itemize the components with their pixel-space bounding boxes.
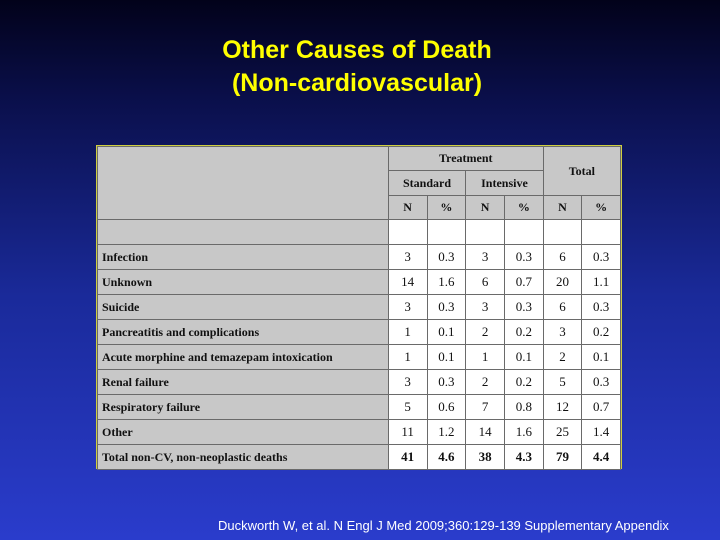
total-pct: 0.2 xyxy=(582,320,621,345)
standard-pct: 0.3 xyxy=(427,295,466,320)
spacer-cell xyxy=(388,220,427,245)
row-label: Infection xyxy=(98,245,389,270)
causes-of-death-table xyxy=(96,145,622,469)
intensive-pct: 0.3 xyxy=(504,295,543,320)
spacer-row xyxy=(98,220,621,245)
total-row-label: Total non-CV, non-neoplastic deaths xyxy=(98,445,389,470)
standard-n: 11 xyxy=(388,420,427,445)
standard-pct: 1.6 xyxy=(427,270,466,295)
table-row xyxy=(98,370,621,395)
total-n: 5 xyxy=(543,370,582,395)
intensive-header: Intensive xyxy=(466,171,543,196)
standard-n: 3 xyxy=(388,245,427,270)
row-label: Pancreatitis and complications xyxy=(98,320,389,345)
total-pct: 0.3 xyxy=(582,295,621,320)
standard-pct: 1.2 xyxy=(427,420,466,445)
standard-n: 1 xyxy=(388,345,427,370)
intensive-pct: 0.2 xyxy=(504,320,543,345)
total-n: 12 xyxy=(543,395,582,420)
spacer-cell xyxy=(427,220,466,245)
standard-n: 1 xyxy=(388,320,427,345)
row-label: Other xyxy=(98,420,389,445)
intensive-pct: 0.8 xyxy=(504,395,543,420)
intensive-pct-header: % xyxy=(504,196,543,220)
spacer-cell xyxy=(466,220,505,245)
standard-pct: 0.1 xyxy=(427,320,466,345)
total-n: 20 xyxy=(543,270,582,295)
standard-pct: 0.6 xyxy=(427,395,466,420)
total-pct: 0.1 xyxy=(582,345,621,370)
total-standard-pct: 4.6 xyxy=(427,445,466,470)
spacer-label-cell xyxy=(98,220,389,245)
intensive-n: 2 xyxy=(466,370,505,395)
spacer-cell xyxy=(504,220,543,245)
slide-title-line1: Other Causes of Death xyxy=(222,36,492,64)
standard-n: 3 xyxy=(388,370,427,395)
standard-pct: 0.3 xyxy=(427,245,466,270)
total-standard-n: 41 xyxy=(388,445,427,470)
intensive-n: 14 xyxy=(466,420,505,445)
table-row xyxy=(98,345,621,370)
treatment-header: Treatment xyxy=(388,147,543,171)
slide-title-line2: (Non-cardiovascular) xyxy=(231,69,483,97)
spacer-cell xyxy=(582,220,621,245)
row-label: Renal failure xyxy=(98,370,389,395)
total-row xyxy=(98,445,621,470)
table-row xyxy=(98,270,621,295)
intensive-n: 3 xyxy=(466,295,505,320)
standard-n-header: N xyxy=(388,196,427,220)
total-n: 6 xyxy=(543,245,582,270)
total-n: 3 xyxy=(543,320,582,345)
row-label: Unknown xyxy=(98,270,389,295)
intensive-n: 7 xyxy=(466,395,505,420)
slide-title xyxy=(0,34,714,100)
total-pct: 0.3 xyxy=(582,370,621,395)
standard-n: 3 xyxy=(388,295,427,320)
standard-pct-header: % xyxy=(427,196,466,220)
spacer-cell xyxy=(543,220,582,245)
total-pct: 0.3 xyxy=(582,245,621,270)
standard-header: Standard xyxy=(388,171,465,196)
table-row xyxy=(98,420,621,445)
intensive-n: 1 xyxy=(466,345,505,370)
total-n: 25 xyxy=(543,420,582,445)
total-n-header: N xyxy=(543,196,582,220)
row-label: Suicide xyxy=(98,295,389,320)
total-total-n: 79 xyxy=(543,445,582,470)
standard-pct: 0.3 xyxy=(427,370,466,395)
table-row xyxy=(98,320,621,345)
row-label: Acute morphine and temazepam intoxication xyxy=(98,345,389,370)
table-row xyxy=(98,395,621,420)
table-row xyxy=(98,295,621,320)
total-intensive-pct: 4.3 xyxy=(504,445,543,470)
total-pct: 0.7 xyxy=(582,395,621,420)
intensive-pct: 0.3 xyxy=(504,245,543,270)
total-header: Total xyxy=(543,147,620,196)
intensive-n: 6 xyxy=(466,270,505,295)
standard-n: 5 xyxy=(388,395,427,420)
standard-n: 14 xyxy=(388,270,427,295)
total-total-pct: 4.4 xyxy=(582,445,621,470)
intensive-pct: 0.7 xyxy=(504,270,543,295)
total-pct: 1.4 xyxy=(582,420,621,445)
total-intensive-n: 38 xyxy=(466,445,505,470)
standard-pct: 0.1 xyxy=(427,345,466,370)
intensive-n-header: N xyxy=(466,196,505,220)
table-row xyxy=(98,245,621,270)
intensive-n: 2 xyxy=(466,320,505,345)
total-n: 2 xyxy=(543,345,582,370)
total-pct-header: % xyxy=(582,196,621,220)
intensive-n: 3 xyxy=(466,245,505,270)
citation: Duckworth W, et al. N Engl J Med 2009;360:129-139 Supplementary Appendix xyxy=(218,518,669,533)
row-label: Respiratory failure xyxy=(98,395,389,420)
intensive-pct: 1.6 xyxy=(504,420,543,445)
intensive-pct: 0.2 xyxy=(504,370,543,395)
intensive-pct: 0.1 xyxy=(504,345,543,370)
total-n: 6 xyxy=(543,295,582,320)
header-row-treatment xyxy=(98,147,621,171)
header-blank xyxy=(98,147,389,220)
total-pct: 1.1 xyxy=(582,270,621,295)
